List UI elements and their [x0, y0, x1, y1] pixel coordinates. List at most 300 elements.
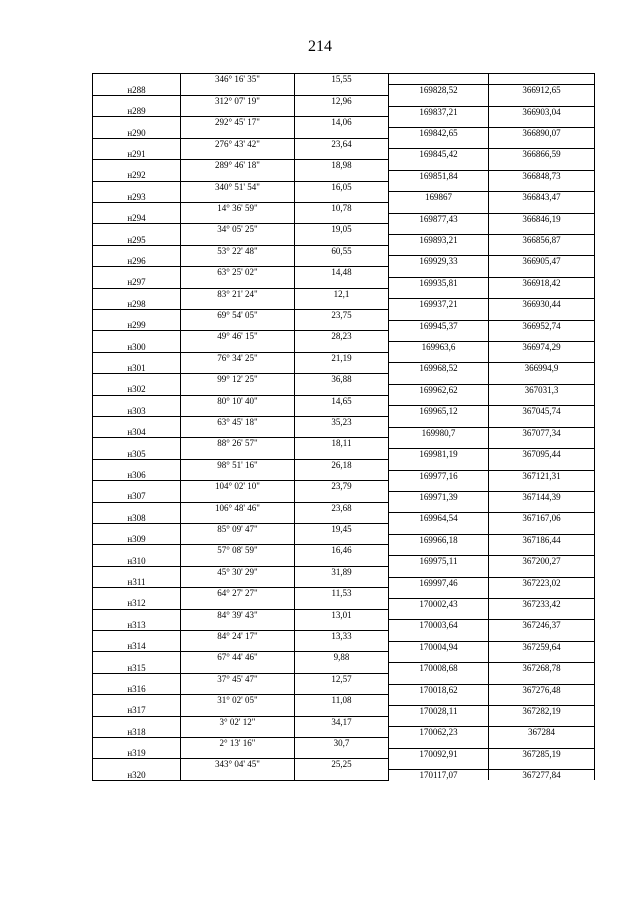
segment-row — [93, 288, 595, 299]
direction-angle-cell — [181, 299, 295, 310]
point-name-cell: н310 — [93, 556, 181, 567]
segment-row — [93, 459, 595, 470]
x-coordinate-cell — [389, 459, 489, 470]
x-coordinate-cell: 169971,39 — [389, 491, 489, 502]
direction-angle-cell — [181, 620, 295, 631]
point-name-cell: н318 — [93, 727, 181, 738]
y-coordinate-cell: 367276,48 — [489, 684, 595, 695]
direction-angle-cell: 80° 10' 40" — [181, 395, 295, 406]
point-name-cell — [93, 352, 181, 363]
direction-angle-cell: 292° 45' 17" — [181, 117, 295, 128]
segment-row — [93, 738, 595, 749]
point-name-cell — [93, 160, 181, 171]
distance-cell: 14,06 — [295, 117, 389, 128]
point-name-cell: н302 — [93, 384, 181, 395]
point-row — [93, 213, 595, 224]
y-coordinate-cell — [489, 609, 595, 620]
distance-cell — [295, 192, 389, 203]
x-coordinate-cell — [389, 416, 489, 427]
segment-row — [93, 416, 595, 427]
distance-cell: 14,65 — [295, 395, 389, 406]
direction-angle-cell: 85° 09' 47" — [181, 524, 295, 535]
distance-cell — [295, 406, 389, 417]
y-coordinate-cell — [489, 374, 595, 385]
y-coordinate-cell: 367282,19 — [489, 705, 595, 716]
distance-cell: 12,1 — [295, 288, 389, 299]
direction-angle-cell — [181, 320, 295, 331]
distance-cell: 19,45 — [295, 524, 389, 535]
x-coordinate-cell: 170018,62 — [389, 684, 489, 695]
point-row — [93, 128, 595, 139]
direction-angle-cell — [181, 449, 295, 460]
distance-cell: 13,01 — [295, 609, 389, 620]
x-coordinate-cell — [389, 438, 489, 449]
distance-cell — [295, 85, 389, 96]
point-name-cell — [93, 395, 181, 406]
x-coordinate-cell: 169945,37 — [389, 320, 489, 331]
y-coordinate-cell — [489, 566, 595, 577]
direction-angle-cell — [181, 663, 295, 674]
point-row — [93, 577, 595, 588]
point-row — [93, 491, 595, 502]
x-coordinate-cell — [389, 588, 489, 599]
point-name-cell: н314 — [93, 641, 181, 652]
point-row — [93, 727, 595, 738]
distance-cell — [295, 106, 389, 117]
direction-angle-cell: 99° 12' 25" — [181, 374, 295, 385]
y-coordinate-cell — [489, 738, 595, 749]
direction-angle-cell — [181, 513, 295, 524]
y-coordinate-cell — [489, 759, 595, 770]
point-name-cell: н313 — [93, 620, 181, 631]
point-name-cell — [93, 117, 181, 128]
y-coordinate-cell: 367246,37 — [489, 620, 595, 631]
direction-angle-cell: 2° 13' 16" — [181, 738, 295, 749]
segment-row — [93, 245, 595, 256]
point-name-cell — [93, 374, 181, 385]
x-coordinate-cell: 170028,11 — [389, 705, 489, 716]
y-coordinate-cell: 367284 — [489, 727, 595, 738]
x-coordinate-cell — [389, 245, 489, 256]
distance-cell — [295, 491, 389, 502]
x-coordinate-cell: 169935,81 — [389, 277, 489, 288]
y-coordinate-cell: 366846,19 — [489, 213, 595, 224]
point-name-cell: н292 — [93, 170, 181, 181]
distance-cell — [295, 748, 389, 759]
x-coordinate-cell — [389, 331, 489, 342]
distance-cell — [295, 256, 389, 267]
point-name-cell — [93, 288, 181, 299]
y-coordinate-cell — [489, 117, 595, 128]
distance-cell: 16,46 — [295, 545, 389, 556]
y-coordinate-cell — [489, 267, 595, 278]
direction-angle-cell: 63° 45' 18" — [181, 416, 295, 427]
point-name-cell: н295 — [93, 235, 181, 246]
point-name-cell: н307 — [93, 491, 181, 502]
direction-angle-cell: 34° 05' 25" — [181, 224, 295, 235]
y-coordinate-cell: 367277,84 — [489, 770, 595, 781]
distance-cell: 23,75 — [295, 309, 389, 320]
point-row — [93, 299, 595, 310]
distance-cell: 11,53 — [295, 588, 389, 599]
x-coordinate-cell: 169851,84 — [389, 170, 489, 181]
point-name-cell: н312 — [93, 598, 181, 609]
x-coordinate-cell — [389, 502, 489, 513]
x-coordinate-cell: 169997,46 — [389, 577, 489, 588]
point-name-cell: н317 — [93, 705, 181, 716]
x-coordinate-cell: 169975,11 — [389, 556, 489, 567]
point-row — [93, 449, 595, 460]
segment-row — [93, 95, 595, 106]
y-coordinate-cell: 367223,02 — [489, 577, 595, 588]
x-coordinate-cell — [389, 716, 489, 727]
point-name-cell: н290 — [93, 128, 181, 139]
direction-angle-cell: 76° 34' 25" — [181, 352, 295, 363]
y-coordinate-cell — [489, 459, 595, 470]
x-coordinate-cell — [389, 352, 489, 363]
point-row — [93, 85, 595, 96]
point-row — [93, 363, 595, 374]
segment-row — [93, 202, 595, 213]
x-coordinate-cell — [389, 288, 489, 299]
x-coordinate-cell — [389, 738, 489, 749]
table-body — [93, 74, 595, 781]
distance-cell: 21,19 — [295, 352, 389, 363]
point-name-cell — [93, 438, 181, 449]
direction-angle-cell — [181, 384, 295, 395]
point-name-cell: н300 — [93, 342, 181, 353]
point-name-cell: н296 — [93, 256, 181, 267]
distance-cell — [295, 235, 389, 246]
point-name-cell — [93, 267, 181, 278]
y-coordinate-cell — [489, 438, 595, 449]
point-name-cell: н309 — [93, 534, 181, 545]
x-coordinate-cell: 169966,18 — [389, 534, 489, 545]
direction-angle-cell — [181, 85, 295, 96]
y-coordinate-cell — [489, 202, 595, 213]
y-coordinate-cell — [489, 695, 595, 706]
direction-angle-cell — [181, 235, 295, 246]
direction-angle-cell: 49° 46' 15" — [181, 331, 295, 342]
x-coordinate-cell: 169877,43 — [389, 213, 489, 224]
direction-angle-cell: 83° 21' 24" — [181, 288, 295, 299]
distance-cell — [295, 577, 389, 588]
y-coordinate-cell — [489, 502, 595, 513]
point-row — [93, 534, 595, 545]
point-name-cell — [93, 566, 181, 577]
segment-row — [93, 309, 595, 320]
x-coordinate-cell — [389, 395, 489, 406]
y-coordinate-cell: 366912,65 — [489, 85, 595, 96]
x-coordinate-cell: 169977,16 — [389, 470, 489, 481]
distance-cell: 12,96 — [295, 95, 389, 106]
y-coordinate-cell: 366905,47 — [489, 256, 595, 267]
direction-angle-cell — [181, 406, 295, 417]
y-coordinate-cell — [489, 95, 595, 106]
point-name-cell — [93, 738, 181, 749]
distance-cell: 26,18 — [295, 459, 389, 470]
x-coordinate-cell — [389, 117, 489, 128]
page-number: 214 — [308, 38, 332, 55]
point-name-cell — [93, 588, 181, 599]
segment-row — [93, 374, 595, 385]
y-coordinate-cell — [489, 224, 595, 235]
direction-angle-cell — [181, 256, 295, 267]
y-coordinate-cell — [489, 524, 595, 535]
direction-angle-cell — [181, 727, 295, 738]
point-row — [93, 684, 595, 695]
point-name-cell — [93, 309, 181, 320]
point-name-cell: н319 — [93, 748, 181, 759]
distance-cell — [295, 149, 389, 160]
point-row — [93, 513, 595, 524]
direction-angle-cell — [181, 149, 295, 160]
x-coordinate-cell: 170003,64 — [389, 620, 489, 631]
x-coordinate-cell: 169981,19 — [389, 449, 489, 460]
direction-angle-cell — [181, 491, 295, 502]
distance-cell — [295, 470, 389, 481]
direction-angle-cell: 276° 43' 42" — [181, 138, 295, 149]
distance-cell: 18,98 — [295, 160, 389, 171]
point-name-cell — [93, 416, 181, 427]
y-coordinate-cell: 367077,34 — [489, 427, 595, 438]
direction-angle-cell — [181, 128, 295, 139]
x-coordinate-cell — [389, 524, 489, 535]
point-name-cell — [93, 224, 181, 235]
point-name-cell: н320 — [93, 770, 181, 781]
segment-row — [93, 695, 595, 706]
point-name-cell: н315 — [93, 663, 181, 674]
x-coordinate-cell — [389, 267, 489, 278]
point-name-cell — [93, 138, 181, 149]
point-name-cell: н294 — [93, 213, 181, 224]
y-coordinate-cell — [489, 181, 595, 192]
point-name-cell: н298 — [93, 299, 181, 310]
direction-angle-cell — [181, 705, 295, 716]
direction-angle-cell — [181, 470, 295, 481]
distance-cell: 13,33 — [295, 631, 389, 642]
point-row — [93, 663, 595, 674]
direction-angle-cell — [181, 598, 295, 609]
y-coordinate-cell: 366866,59 — [489, 149, 595, 160]
y-coordinate-cell — [489, 309, 595, 320]
y-coordinate-cell: 366856,87 — [489, 235, 595, 246]
point-row — [93, 406, 595, 417]
x-coordinate-cell: 169968,52 — [389, 363, 489, 374]
distance-cell: 30,7 — [295, 738, 389, 749]
direction-angle-cell — [181, 192, 295, 203]
distance-cell: 28,23 — [295, 331, 389, 342]
direction-angle-cell: 289° 46' 18" — [181, 160, 295, 171]
y-coordinate-cell — [489, 588, 595, 599]
point-name-cell — [93, 545, 181, 556]
point-name-cell — [93, 181, 181, 192]
y-coordinate-cell: 367285,19 — [489, 748, 595, 759]
segment-row — [93, 160, 595, 171]
y-coordinate-cell: 366930,44 — [489, 299, 595, 310]
direction-angle-cell: 98° 51' 16" — [181, 459, 295, 470]
point-name-cell — [93, 245, 181, 256]
x-coordinate-cell — [389, 631, 489, 642]
segment-row — [93, 481, 595, 492]
direction-angle-cell: 84° 39' 43" — [181, 609, 295, 620]
boundary-coordinates-table — [92, 73, 595, 781]
point-name-cell — [93, 459, 181, 470]
y-coordinate-cell — [489, 331, 595, 342]
x-coordinate-cell: 169929,33 — [389, 256, 489, 267]
point-name-cell: н316 — [93, 684, 181, 695]
x-coordinate-cell: 170008,68 — [389, 663, 489, 674]
y-coordinate-cell — [489, 652, 595, 663]
distance-cell — [295, 556, 389, 567]
x-coordinate-cell — [389, 545, 489, 556]
distance-cell: 36,88 — [295, 374, 389, 385]
point-name-cell — [93, 481, 181, 492]
direction-angle-cell: 84° 24' 17" — [181, 631, 295, 642]
distance-cell — [295, 513, 389, 524]
x-coordinate-cell: 170062,23 — [389, 727, 489, 738]
x-coordinate-cell — [389, 566, 489, 577]
y-coordinate-cell — [489, 245, 595, 256]
segment-row — [93, 438, 595, 449]
y-coordinate-cell: 367268,78 — [489, 663, 595, 674]
point-row — [93, 235, 595, 246]
direction-angle-cell — [181, 577, 295, 588]
point-name-cell — [93, 502, 181, 513]
point-name-cell — [93, 331, 181, 342]
distance-cell — [295, 320, 389, 331]
point-name-cell: н311 — [93, 577, 181, 588]
distance-cell — [295, 534, 389, 545]
segment-row — [93, 224, 595, 235]
y-coordinate-cell: 367045,74 — [489, 406, 595, 417]
direction-angle-cell: 69° 54' 05" — [181, 309, 295, 320]
distance-cell — [295, 641, 389, 652]
x-coordinate-cell — [389, 224, 489, 235]
point-name-cell — [93, 202, 181, 213]
direction-angle-cell — [181, 277, 295, 288]
y-coordinate-cell: 367186,44 — [489, 534, 595, 545]
point-name-cell — [93, 631, 181, 642]
direction-angle-cell: 45° 30' 29" — [181, 566, 295, 577]
y-coordinate-cell — [489, 74, 595, 85]
point-name-cell — [93, 524, 181, 535]
segment-row — [93, 759, 595, 770]
distance-cell — [295, 277, 389, 288]
distance-cell: 35,23 — [295, 416, 389, 427]
point-name-cell: н305 — [93, 449, 181, 460]
y-coordinate-cell — [489, 631, 595, 642]
distance-cell — [295, 620, 389, 631]
x-coordinate-cell: 169867 — [389, 192, 489, 203]
y-coordinate-cell: 367144,39 — [489, 491, 595, 502]
distance-cell: 31,89 — [295, 566, 389, 577]
point-row — [93, 342, 595, 353]
segment-row — [93, 673, 595, 684]
y-coordinate-cell — [489, 416, 595, 427]
point-name-cell — [93, 652, 181, 663]
x-coordinate-cell: 169842,65 — [389, 128, 489, 139]
x-coordinate-cell: 169937,21 — [389, 299, 489, 310]
direction-angle-cell — [181, 770, 295, 781]
x-coordinate-cell — [389, 202, 489, 213]
point-row — [93, 641, 595, 652]
y-coordinate-cell: 367167,06 — [489, 513, 595, 524]
direction-angle-cell — [181, 556, 295, 567]
distance-cell: 15,55 — [295, 74, 389, 85]
point-name-cell — [93, 95, 181, 106]
x-coordinate-cell: 169845,42 — [389, 149, 489, 160]
direction-angle-cell: 340° 51' 54" — [181, 181, 295, 192]
segment-row — [93, 352, 595, 363]
direction-angle-cell — [181, 427, 295, 438]
x-coordinate-cell: 169980,7 — [389, 427, 489, 438]
segment-row — [93, 117, 595, 128]
y-coordinate-cell: 366903,04 — [489, 106, 595, 117]
point-row — [93, 427, 595, 438]
point-row — [93, 256, 595, 267]
x-coordinate-cell — [389, 160, 489, 171]
direction-angle-cell — [181, 363, 295, 374]
x-coordinate-cell — [389, 138, 489, 149]
distance-cell — [295, 384, 389, 395]
distance-cell: 18,11 — [295, 438, 389, 449]
direction-angle-cell: 31° 02' 05" — [181, 695, 295, 706]
direction-angle-cell: 312° 07' 19" — [181, 95, 295, 106]
distance-cell — [295, 299, 389, 310]
y-coordinate-cell: 366848,73 — [489, 170, 595, 181]
y-coordinate-cell — [489, 160, 595, 171]
segment-row — [93, 181, 595, 192]
x-coordinate-cell — [389, 74, 489, 85]
distance-cell: 23,79 — [295, 481, 389, 492]
distance-cell: 34,17 — [295, 716, 389, 727]
direction-angle-cell — [181, 534, 295, 545]
segment-row — [93, 588, 595, 599]
point-name-cell: н301 — [93, 363, 181, 374]
distance-cell — [295, 663, 389, 674]
segment-row — [93, 502, 595, 513]
distance-cell — [295, 170, 389, 181]
direction-angle-cell: 64° 27' 27" — [181, 588, 295, 599]
y-coordinate-cell — [489, 545, 595, 556]
y-coordinate-cell — [489, 288, 595, 299]
point-name-cell: н297 — [93, 277, 181, 288]
direction-angle-cell: 343° 04' 45" — [181, 759, 295, 770]
direction-angle-cell — [181, 106, 295, 117]
direction-angle-cell: 37° 45' 47" — [181, 673, 295, 684]
y-coordinate-cell — [489, 716, 595, 727]
point-row — [93, 598, 595, 609]
point-row — [93, 320, 595, 331]
direction-angle-cell: 14° 36' 59" — [181, 202, 295, 213]
distance-cell — [295, 727, 389, 738]
point-row — [93, 170, 595, 181]
segment-row — [93, 74, 595, 85]
direction-angle-cell: 53° 22' 48" — [181, 245, 295, 256]
y-coordinate-cell — [489, 138, 595, 149]
direction-angle-cell — [181, 641, 295, 652]
point-name-cell: н303 — [93, 406, 181, 417]
direction-angle-cell: 88° 26' 57" — [181, 438, 295, 449]
y-coordinate-cell: 367095,44 — [489, 449, 595, 460]
distance-cell — [295, 705, 389, 716]
x-coordinate-cell: 169962,62 — [389, 384, 489, 395]
segment-row — [93, 631, 595, 642]
point-name-cell: н288 — [93, 85, 181, 96]
y-coordinate-cell: 366974,29 — [489, 342, 595, 353]
x-coordinate-cell — [389, 374, 489, 385]
